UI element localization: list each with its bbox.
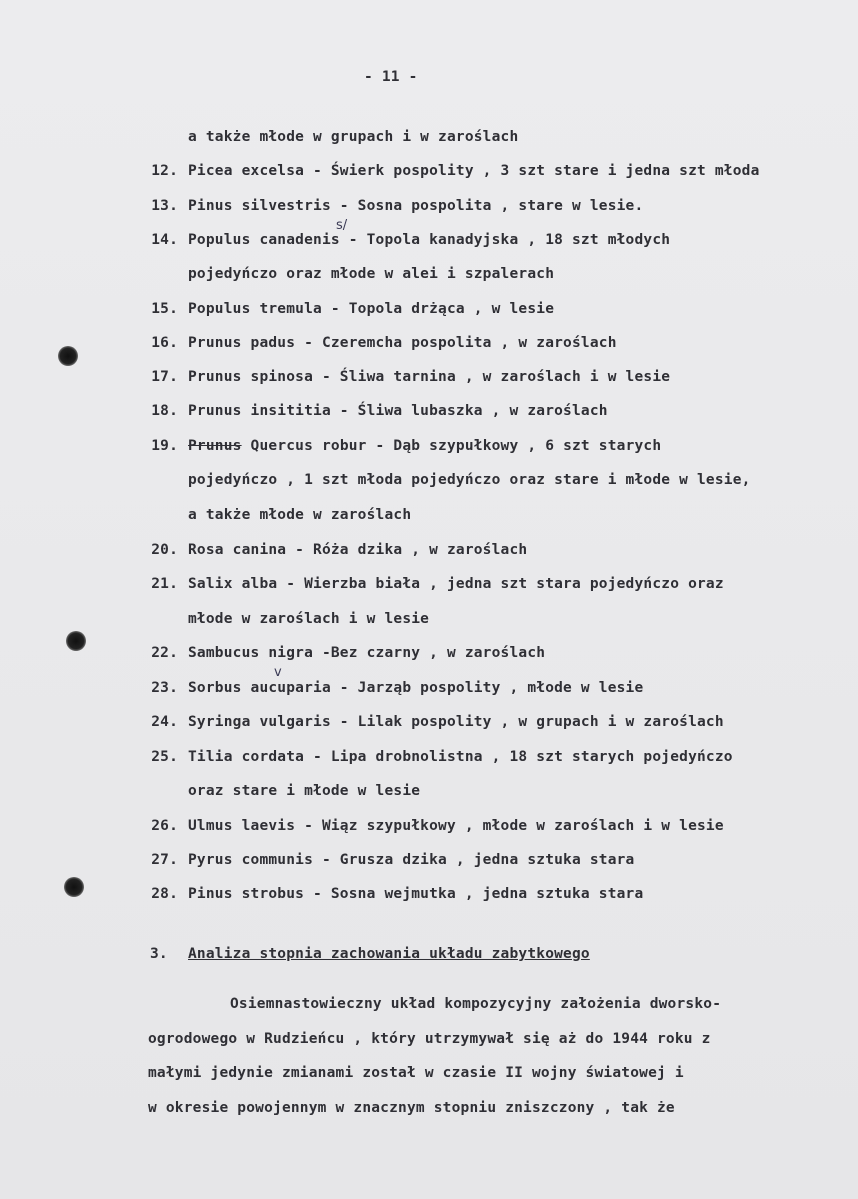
item-number: 13.: [151, 198, 178, 214]
entry-text: Picea excelsa - Świerk pospolity , 3 szt stare i jedna szt młoda: [188, 163, 760, 179]
species-entry: [188, 402, 608, 420]
paragraph-line: Osiemnastowieczny układ kompozycyjny założenia dworsko-: [230, 996, 722, 1012]
species-entry-continuation: [188, 506, 411, 524]
item-number: 18.: [151, 403, 178, 419]
species-entry: [188, 541, 527, 559]
species-entry-continuation: [188, 782, 420, 800]
item-number: 21.: [151, 576, 178, 592]
entry-text: Pinus strobus - Sosna wejmutka , jedna sztuka stara: [188, 886, 644, 902]
entry-text: Prunus spinosa - Śliwa tarnina , w zaroślach i w lesie: [188, 369, 671, 385]
species-entry: [188, 368, 670, 386]
species-entry: [188, 162, 760, 180]
entry-text: Salix alba - Wierzba biała , jedna szt stara pojedyńczo oraz: [188, 576, 724, 592]
entry-text: Populus tremula - Topola drżąca , w lesie: [188, 301, 555, 317]
punch-hole: [58, 346, 78, 366]
species-entry: [188, 644, 545, 662]
item-number: 15.: [151, 301, 178, 317]
item-number: 25.: [151, 749, 178, 765]
entry-text: a także młode w zaroślach: [188, 507, 412, 523]
item-number: 27.: [151, 852, 178, 868]
section-number: 3.: [150, 946, 168, 962]
species-entry: [188, 334, 617, 352]
species-entry: [188, 748, 733, 766]
item-number: 16.: [151, 335, 178, 351]
species-entry: [188, 197, 643, 215]
item-number: 19.: [151, 438, 178, 454]
punch-hole: [64, 877, 84, 897]
entry-text: Quercus robur - Dąb szypułkowy , 6 szt starych: [241, 438, 662, 454]
item-number: 28.: [151, 886, 178, 902]
entry-text: Populus canadenis - Topola kanadyjska , 18 szt młodych: [188, 232, 671, 248]
entry-text: pojedyńczo , 1 szt młoda pojedyńczo oraz stare i młode w lesie,: [188, 472, 751, 488]
entry-text: Syringa vulgaris - Lilak pospolity , w grupach i w zaroślach: [188, 714, 724, 730]
struck-text: Prunus: [188, 438, 242, 454]
entry-text: Pinus silvestris - Sosna pospolita , stare w lesie.: [188, 198, 644, 214]
entry-text: Prunus padus - Czeremcha pospolita , w zaroślach: [188, 335, 617, 351]
entry-text: oraz stare i młode w lesie: [188, 783, 421, 799]
item-number: 12.: [151, 163, 178, 179]
species-entry: [188, 437, 661, 455]
section-title: Analiza stopnia zachowania układu zabytkowego: [188, 946, 590, 962]
species-entry: [188, 679, 643, 697]
entry-text: pojedyńczo oraz młode w alei i szpalerach: [188, 266, 555, 282]
entry-text: Rosa canina - Róża dzika , w zaroślach: [188, 542, 528, 558]
entry-text: Sambucus nigra -Bez czarny , w zaroślach: [188, 645, 546, 661]
item-number: 26.: [151, 818, 178, 834]
entry-text: Sorbus aucuparia - Jarząb pospolity , młode w lesie: [188, 680, 644, 696]
punch-hole: [66, 631, 86, 651]
entry-text: Pyrus communis - Grusza dzika , jedna sztuka stara: [188, 852, 635, 868]
entry-text: Prunus insititia - Śliwa lubaszka , w zaroślach: [188, 403, 608, 419]
intro-line: a także młode w grupach i w zaroślach: [188, 129, 519, 145]
handwritten-correction: v: [274, 665, 282, 680]
item-number: 22.: [151, 645, 178, 661]
paragraph-line: małymi jedynie zmianami został w czasie II wojny światowej i: [148, 1065, 684, 1081]
species-entry: [188, 300, 554, 318]
item-number: 24.: [151, 714, 178, 730]
item-number: 20.: [151, 542, 178, 558]
paragraph-line: ogrodowego w Rudzieńcu , który utrzymywał się aż do 1944 roku z: [148, 1031, 711, 1047]
species-entry-continuation: [188, 265, 554, 283]
entry-text: Tilia cordata - Lipa drobnolistna , 18 szt starych pojedyńczo: [188, 749, 733, 765]
species-entry: [188, 713, 724, 731]
entry-text: Ulmus laevis - Wiąz szypułkowy , młode w zaroślach i w lesie: [188, 818, 724, 834]
paragraph-line: w okresie powojennym w znacznym stopniu zniszczony , tak że: [148, 1100, 675, 1116]
species-entry: [188, 851, 635, 869]
handwritten-correction: s/: [336, 218, 348, 233]
item-number: 14.: [151, 232, 178, 248]
species-entry: [188, 575, 724, 593]
entry-text: młode w zaroślach i w lesie: [188, 611, 430, 627]
species-entry: [188, 885, 643, 903]
item-number: 23.: [151, 680, 178, 696]
species-entry-continuation: [188, 610, 429, 628]
species-entry: [188, 817, 724, 835]
item-number: 17.: [151, 369, 178, 385]
species-entry: [188, 231, 670, 249]
page-number: - 11 -: [364, 69, 418, 85]
species-entry-continuation: [188, 471, 751, 489]
